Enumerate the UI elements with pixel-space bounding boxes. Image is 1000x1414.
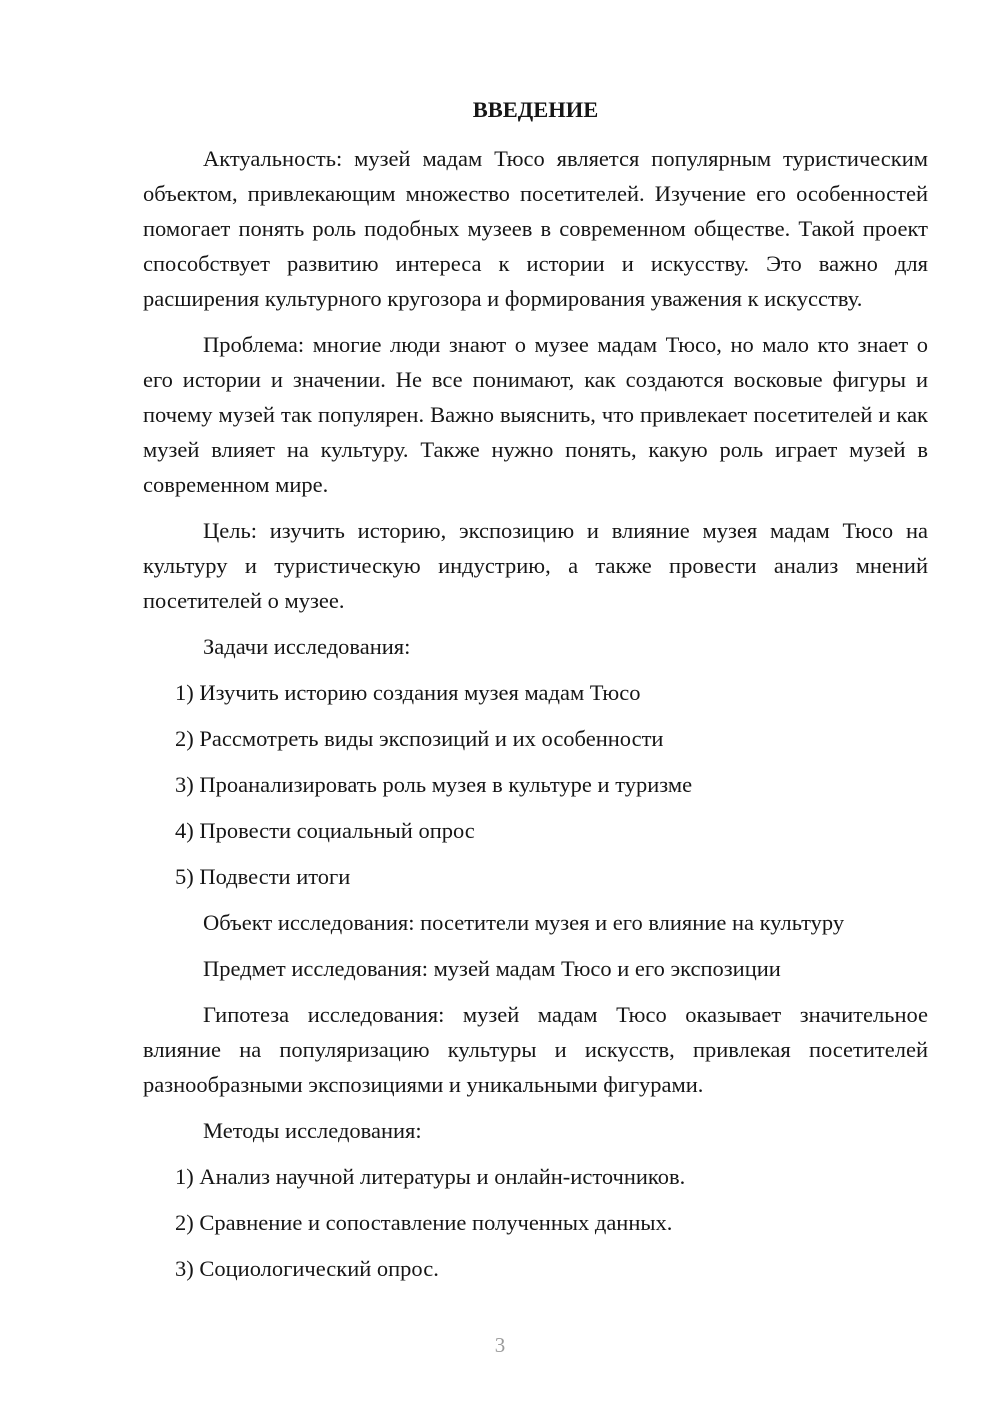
goal-paragraph: Цель: изучить историю, экспозицию и влияние музея мадам Тюсо на культуру и туристическую индустрию, а также провести анализ мнений посетителей о музее. [143, 518, 928, 613]
method-item: 1) Анализ научной литературы и онлайн-источников. [175, 1164, 686, 1189]
page-number: 3 [494, 1333, 506, 1357]
task-item: 1) Изучить историю создания музея мадам Тюсо [175, 680, 641, 705]
page-title: ВВЕДЕНИЕ [472, 97, 599, 122]
relevance-paragraph: Актуальность: музей мадам Тюсо является популярным туристическим объектом, привлекающим множество посетителей. Изучение его особенностей помогает понять роль подобных музеев в современном обществе. Такой проект способствует развитию интереса к истории и искусству. Это важно для расширения культурного кругозора и формирования уважения к искусству. [143, 146, 928, 311]
research-subject: Предмет исследования: музей мадам Тюсо и его экспозиции [203, 956, 781, 981]
task-item: 3) Проанализировать роль музея в культуре и туризме [175, 772, 693, 797]
research-object: Объект исследования: посетители музея и его влияние на культуру [203, 910, 845, 935]
method-item: 3) Социологический опрос. [175, 1256, 439, 1281]
method-item: 2) Сравнение и сопоставление полученных данных. [175, 1210, 673, 1235]
methods-heading: Методы исследования: [203, 1118, 422, 1143]
task-item: 2) Рассмотреть виды экспозиций и их особенности [175, 726, 664, 751]
hypothesis-paragraph: Гипотеза исследования: музей мадам Тюсо оказывает значительное влияние на популяризацию культуры и искусств, привлекая посетителей разнообразными экспозициями и уникальными фигурами. [143, 1002, 928, 1097]
problem-paragraph: Проблема: многие люди знают о музее мадам Тюсо, но мало кто знает о его истории и значении. Не все понимают, как создаются восковые фигуры и почему музей так популярен. Важно выяснить, что привлекает посетителей и как музей влияет на культуру. Также нужно понять, какую роль играет музей в современном мире. [143, 332, 928, 497]
task-item: 5) Подвести итоги [175, 864, 351, 889]
tasks-heading: Задачи исследования: [203, 634, 411, 659]
task-item: 4) Провести социальный опрос [175, 818, 475, 843]
document-page [143, 92, 928, 1297]
